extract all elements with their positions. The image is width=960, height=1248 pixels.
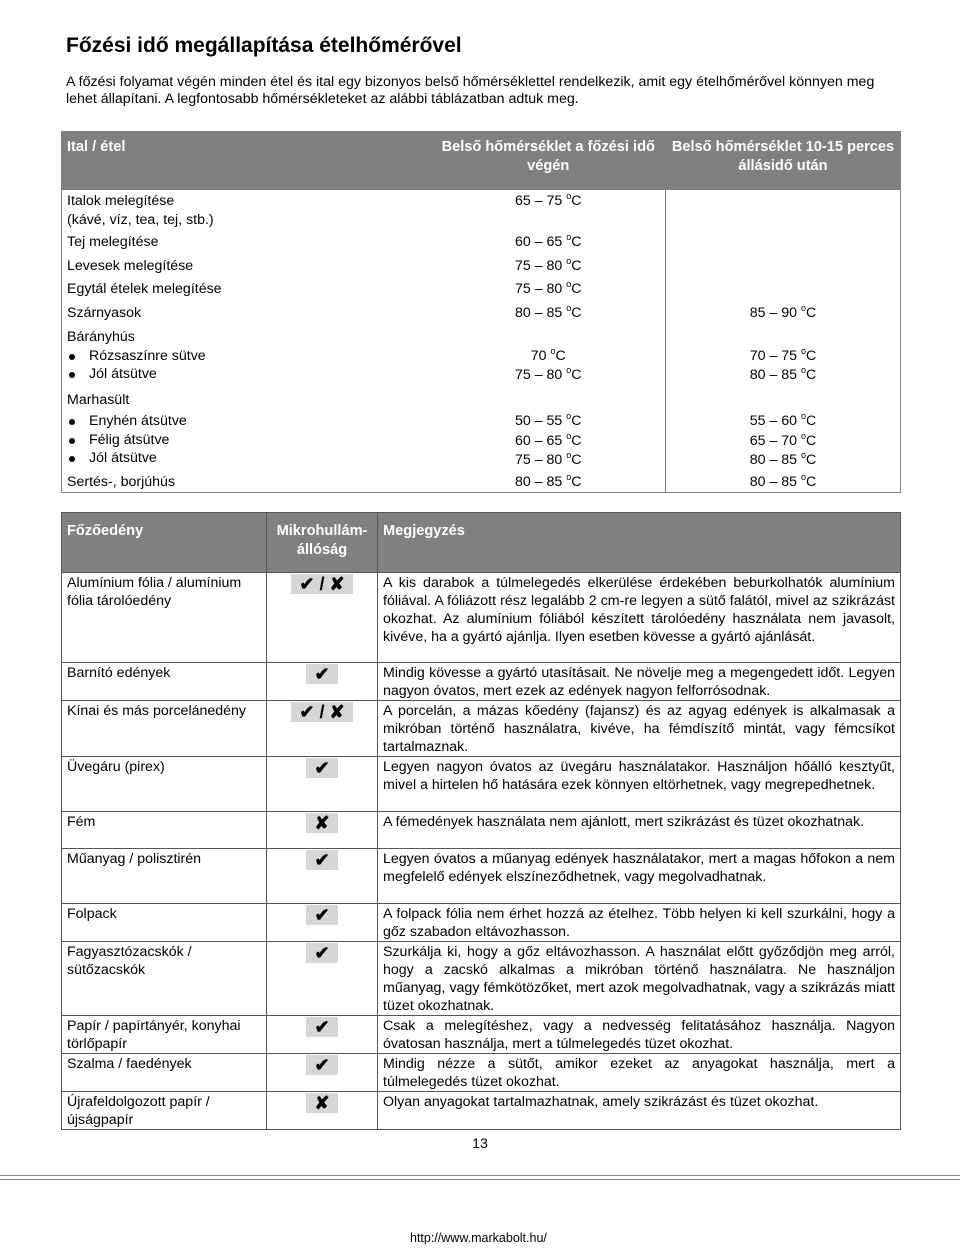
microwave-safe-icon: ✔	[306, 850, 337, 870]
cookware-note: A folpack fólia nem érhet hozzá az ételhez. Több helyen ki kell szurkálni, hogy a gőz szabadon eltávozhasson.	[378, 904, 901, 942]
unit: C	[806, 347, 817, 364]
microwave-safe-icon: ✔	[306, 664, 337, 684]
cookware-note: A fémedények használata nem ajánlott, mert szikrázást és tüzet okozhatnak.	[378, 812, 901, 849]
row-label: Tej melegítése	[67, 234, 159, 250]
page-number: 13	[472, 1136, 488, 1152]
microwave-safe-cell	[267, 812, 378, 849]
table-row	[62, 942, 901, 1016]
rest-temp: 80 – 85	[749, 473, 801, 490]
cookware-item: Papír / papírtányér, konyhai törlőpapír	[62, 1016, 267, 1054]
rest-temp: 80 – 85	[749, 452, 801, 468]
end-temp: 60 – 65	[514, 234, 567, 250]
bullet-item: Enyhén átsütve	[67, 412, 432, 431]
temp-header-rest: Belső hőmérséklet 10-15 perces állásidő után	[666, 132, 901, 191]
cookware-item: Fagyasztózacskók / sütőzacskók	[62, 942, 267, 1016]
unit: C	[806, 413, 817, 429]
microwave-safe-icon: ✔	[306, 1017, 337, 1037]
table-row	[62, 757, 901, 812]
row-label: Italok melegítése	[67, 193, 175, 209]
cookware-note: Szurkálja ki, hogy a gőz eltávozhasson. A használat előtt győződjön meg arról, hogy a zacskó alkalmas a mikróban történő használatra. Ne használjon műanyag, vagy fémkötözőket, mert azok megolvadhatnak, vagy a szikrázás miatt tüzet okozhatnak.	[378, 942, 901, 1016]
microwave-safe-icon: ✔	[306, 905, 337, 925]
microwave-safe-icon: ✔ / ✘	[291, 702, 352, 722]
unit: C	[571, 452, 582, 468]
cookware-note: A kis darabok a túlmelegedés elkerülése érdekében beburkolhatók alumínium fóliával. A fóliázott rész legalább 2 cm-re legyen a sütő falától, mivel az szikrázást okozhat. Az alumínium fóliából készített tárolóedény használata nem javasolt, kivéve, ha a gyártó ajánlja. Ilyen esetben kövesse a gyártó ajánlását.	[378, 573, 901, 663]
cookware-item: Folpack	[62, 904, 267, 942]
table-row: Levesek melegítése 75 – 80 $^o$C	[62, 253, 901, 277]
bullet-item: Jól átsütve	[67, 365, 432, 384]
footer-divider	[0, 1179, 960, 1180]
end-temp: 75 – 80	[514, 281, 567, 297]
unit: C	[806, 367, 817, 383]
microwave-safe-icon: ✔ / ✘	[291, 574, 352, 594]
bullet-item: Rózsaszínre sütve	[67, 347, 432, 366]
footer-url: http://www.markabolt.hu/	[410, 1231, 547, 1245]
intro-paragraph: A főzési folyamat végén minden étel és ital egy bizonyos belső hőmérséklettel rendelkezik, amit egy ételhőmérővel könnyen meg lehet állapítani. A legfontosabb hőmérsékleteket az alábbi táblázatban adtuk meg.	[66, 74, 875, 107]
microwave-safe-cell	[267, 904, 378, 942]
temp-header-item: Ital / étel	[62, 132, 432, 191]
row-sublabel: (kávé, víz, tea, tej, stb.)	[67, 211, 214, 228]
bullet-item: Félig átsütve	[67, 431, 432, 450]
end-temp: 80 – 85	[514, 304, 567, 321]
cookware-header-safe: Mikrohullám-állóság	[267, 513, 378, 573]
end-temp: 70	[530, 347, 551, 364]
end-temp: 75 – 80	[514, 367, 567, 383]
cookware-item: Barnító edények	[62, 663, 267, 701]
row-label: Marhasült	[67, 391, 130, 408]
table-row	[62, 812, 901, 849]
cookware-table	[61, 512, 901, 1130]
cookware-item: Alumínium fólia / alumínium fólia tárolóedény	[62, 573, 267, 663]
temperature-table	[61, 131, 901, 493]
unit: C	[555, 347, 566, 364]
microwave-safe-icon: ✘	[306, 1093, 337, 1113]
microwave-safe-icon: ✔	[306, 758, 337, 778]
table-row: Szárnyasok 80 – 85 $^o$C 85 – 90 $^o$C	[62, 300, 901, 324]
microwave-safe-cell	[267, 1092, 378, 1130]
page-title: Főzési idő megállapítása ételhőmérővel	[66, 34, 462, 57]
table-row: Tej melegítése 60 – 65 $^o$C	[62, 229, 901, 253]
table-row: Sertés-, borjúhús 80 – 85 $^o$C 80 – 85 $^o$C	[62, 471, 901, 493]
table-row	[62, 1092, 901, 1130]
table-row	[62, 904, 901, 942]
rest-temp: 65 – 70	[749, 432, 801, 449]
unit: C	[571, 257, 582, 274]
unit: C	[806, 452, 817, 468]
temp-header-end: Belső hőmérséklet a főzési idő végén	[432, 132, 666, 191]
end-temp: 75 – 80	[514, 257, 567, 274]
bullet-item: Jól átsütve	[67, 449, 432, 468]
row-label: Szárnyasok	[67, 304, 142, 321]
table-row	[62, 849, 901, 904]
row-label: Bárányhús	[67, 329, 135, 345]
microwave-safe-cell	[267, 942, 378, 1016]
end-temp: 65 – 75	[514, 193, 567, 209]
table-row	[62, 1054, 901, 1092]
end-temp: 80 – 85	[514, 473, 567, 490]
unit: C	[571, 473, 582, 490]
cookware-note: Mindig nézze a sütőt, amikor ezeket az anyagokat használja, mert a túlmelegedés tüzet okozhat.	[378, 1054, 901, 1092]
unit: C	[806, 432, 817, 449]
table-row	[62, 701, 901, 757]
table-row: Italok melegítése (kávé, víz, tea, tej, stb.) 65 – 75 $^o$C	[62, 190, 901, 229]
rest-temp: 55 – 60	[749, 413, 801, 429]
cookware-header-item: Főzőedény	[62, 513, 267, 573]
table-row: Marhasült Enyhén átsütve Félig átsütve Jól átsütve 50 – 55 $^o$C 60 – 65 $^o$C 75 – 80 $^o$C 55 – 60 $^o$C 65 – 70 $^o$C 80 – 85 $^o$C	[62, 386, 901, 471]
cookware-item: Fém	[62, 812, 267, 849]
table-row	[62, 1016, 901, 1054]
cookware-item: Műanyag / polisztirén	[62, 849, 267, 904]
microwave-safe-cell	[267, 701, 378, 757]
cookware-note: Legyen nagyon óvatos az üvegáru használatakor. Használjon hőálló kesztyűt, mivel a hirtelen hő hatására ezek könnyen eltörhetnek, vagy megrepedhetnek.	[378, 757, 901, 812]
cookware-item: Üvegáru (pirex)	[62, 757, 267, 812]
cookware-item: Szalma / faedények	[62, 1054, 267, 1092]
rest-temp: 70 – 75	[749, 347, 801, 364]
end-temp: 50 – 55	[514, 413, 567, 429]
row-label: Levesek melegítése	[67, 257, 194, 274]
footer-divider	[0, 1175, 960, 1176]
unit: C	[806, 473, 817, 490]
cookware-note: Csak a melegítéshez, vagy a nedvesség felitatásához használja. Nagyon óvatosan használja, mert a túlmelegedés tüzet okozhat.	[378, 1016, 901, 1054]
cookware-note: Mindig kövesse a gyártó utasításait. Ne növelje meg a megengedett időt. Legyen nagyon óvatos, mert ezek az edények nagyon felforrósodnak.	[378, 663, 901, 701]
microwave-safe-cell	[267, 1054, 378, 1092]
microwave-safe-icon: ✘	[306, 813, 337, 833]
cookware-item: Kínai és más porcelánedény	[62, 701, 267, 757]
unit: C	[806, 304, 817, 321]
rest-temp: 85 – 90	[749, 304, 801, 321]
microwave-safe-cell	[267, 849, 378, 904]
cookware-header-note: Megjegyzés	[378, 513, 901, 573]
end-temp: 75 – 80	[514, 452, 567, 468]
rest-temp: 80 – 85	[749, 367, 801, 383]
microwave-safe-cell	[267, 757, 378, 812]
table-row: Bárányhús Rózsaszínre sütve Jól átsütve 70 $^o$C 75 – 80 $^o$C 70 – 75 $^o$C 80 – 85 $^o$C	[62, 323, 901, 386]
microwave-safe-icon: ✔	[306, 1055, 337, 1075]
microwave-safe-cell	[267, 573, 378, 663]
unit: C	[571, 367, 582, 383]
cookware-note: Olyan anyagokat tartalmazhatnak, amely szikrázást és tüzet okozhat.	[378, 1092, 901, 1130]
table-row	[62, 663, 901, 701]
row-label: Sertés-, borjúhús	[67, 473, 176, 490]
microwave-safe-cell	[267, 1016, 378, 1054]
unit: C	[571, 193, 582, 209]
microwave-safe-cell	[267, 663, 378, 701]
unit: C	[571, 234, 582, 250]
row-label: Egytál ételek melegítése	[67, 281, 222, 297]
cookware-note: Legyen óvatos a műanyag edények használatakor, mert a magas hőfokon a nem megfelelő edények elszíneződhetnek, vagy megolvadhatnak.	[378, 849, 901, 904]
table-row	[62, 573, 901, 663]
cookware-note: A porcelán, a mázas kőedény (fajansz) és az agyag edények is alkalmasak a mikróban történő használatra, kivéve, ha fémdíszítő mintát, vagy fémcsíkot tartalmaznak.	[378, 701, 901, 757]
table-row: Egytál ételek melegítése 75 – 80 $^o$C	[62, 276, 901, 300]
cookware-item: Újrafeldolgozott papír / újságpapír	[62, 1092, 267, 1130]
unit: C	[571, 432, 582, 449]
unit: C	[571, 304, 582, 321]
unit: C	[571, 413, 582, 429]
microwave-safe-icon: ✔	[306, 943, 337, 963]
unit: C	[571, 281, 582, 297]
end-temp: 60 – 65	[514, 432, 567, 449]
